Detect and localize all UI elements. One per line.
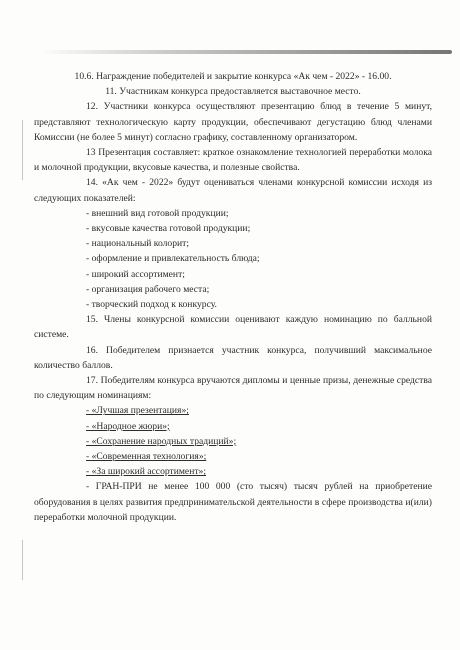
- criteria-item: - вкусовые качества готовой продукции;: [86, 223, 251, 235]
- nomination-item: - «Сохранение народных традиций»;: [86, 435, 237, 447]
- paragraph-10-6: 10.6. Награждение победителей и закрытие конкурса «Ак чем - 2022» - 16.00.: [74, 71, 392, 82]
- paragraph-13: 13 Презентация составляет: краткое ознакомление технологией переработки молока и молочной продукции, вкусовые качества, и полезные свойства.: [34, 147, 432, 174]
- scan-margin-mark: [22, 120, 23, 180]
- criteria-item: - внешний вид готовой продукции;: [86, 207, 229, 219]
- paragraph-15: 15. Члены конкурсной комиссии оценивают каждую номинацию по балльной системе.: [34, 314, 432, 341]
- criteria-list: [34, 206, 432, 312]
- nomination-item: - «За широкий ассортимент»;: [86, 466, 206, 478]
- grand-prix-paragraph: - ГРАН-ПРИ не менее 100 000 (сто тысяч) тысяч рублей на приобретение оборудования в целях развития предпринимательской деятельности в сфере производства и(или) переработки молочной продукции.: [34, 481, 432, 523]
- scan-artifact-line: [40, 50, 452, 54]
- scan-margin-mark: [22, 540, 23, 580]
- nominations-list: [34, 403, 432, 479]
- nomination-item: - «Народное жюри»;: [86, 420, 170, 432]
- nomination-item: - «Лучшая презентация»;: [86, 405, 189, 417]
- paragraph-12: 12. Участники конкурса осуществляют презентацию блюд в течение 5 минут, представляют технологическую карту продукции, обеспечивают дегустацию блюд членами Комиссии (не более 5 минут) согласно графику, составленному организатором.: [34, 101, 432, 143]
- paragraph-17: 17. Победителям конкурса вручаются дипломы и ценные призы, денежные средства по следующим номинациям:: [34, 375, 432, 402]
- paragraph-14: 14. «Ак чем - 2022» будут оцениваться членами конкурсной комиссии исходя из следующих показателей:: [34, 177, 432, 204]
- nomination-item: - «Современная технология»;: [86, 451, 207, 463]
- document-body: [34, 69, 432, 525]
- criteria-item: - оформление и привлекательность блюда;: [86, 253, 260, 265]
- criteria-item: - организация рабочего места;: [86, 283, 210, 295]
- criteria-item: - широкий ассортимент;: [86, 268, 185, 280]
- paragraph-16: 16. Победителем признается участник конкурса, получивший максимальное количество баллов.: [34, 344, 432, 371]
- paragraph-11: 11. Участникам конкурса предоставляется выставочное место.: [105, 86, 361, 98]
- criteria-item: - творческий подход к конкурсу.: [86, 299, 217, 311]
- criteria-item: - национальный колорит;: [86, 238, 190, 250]
